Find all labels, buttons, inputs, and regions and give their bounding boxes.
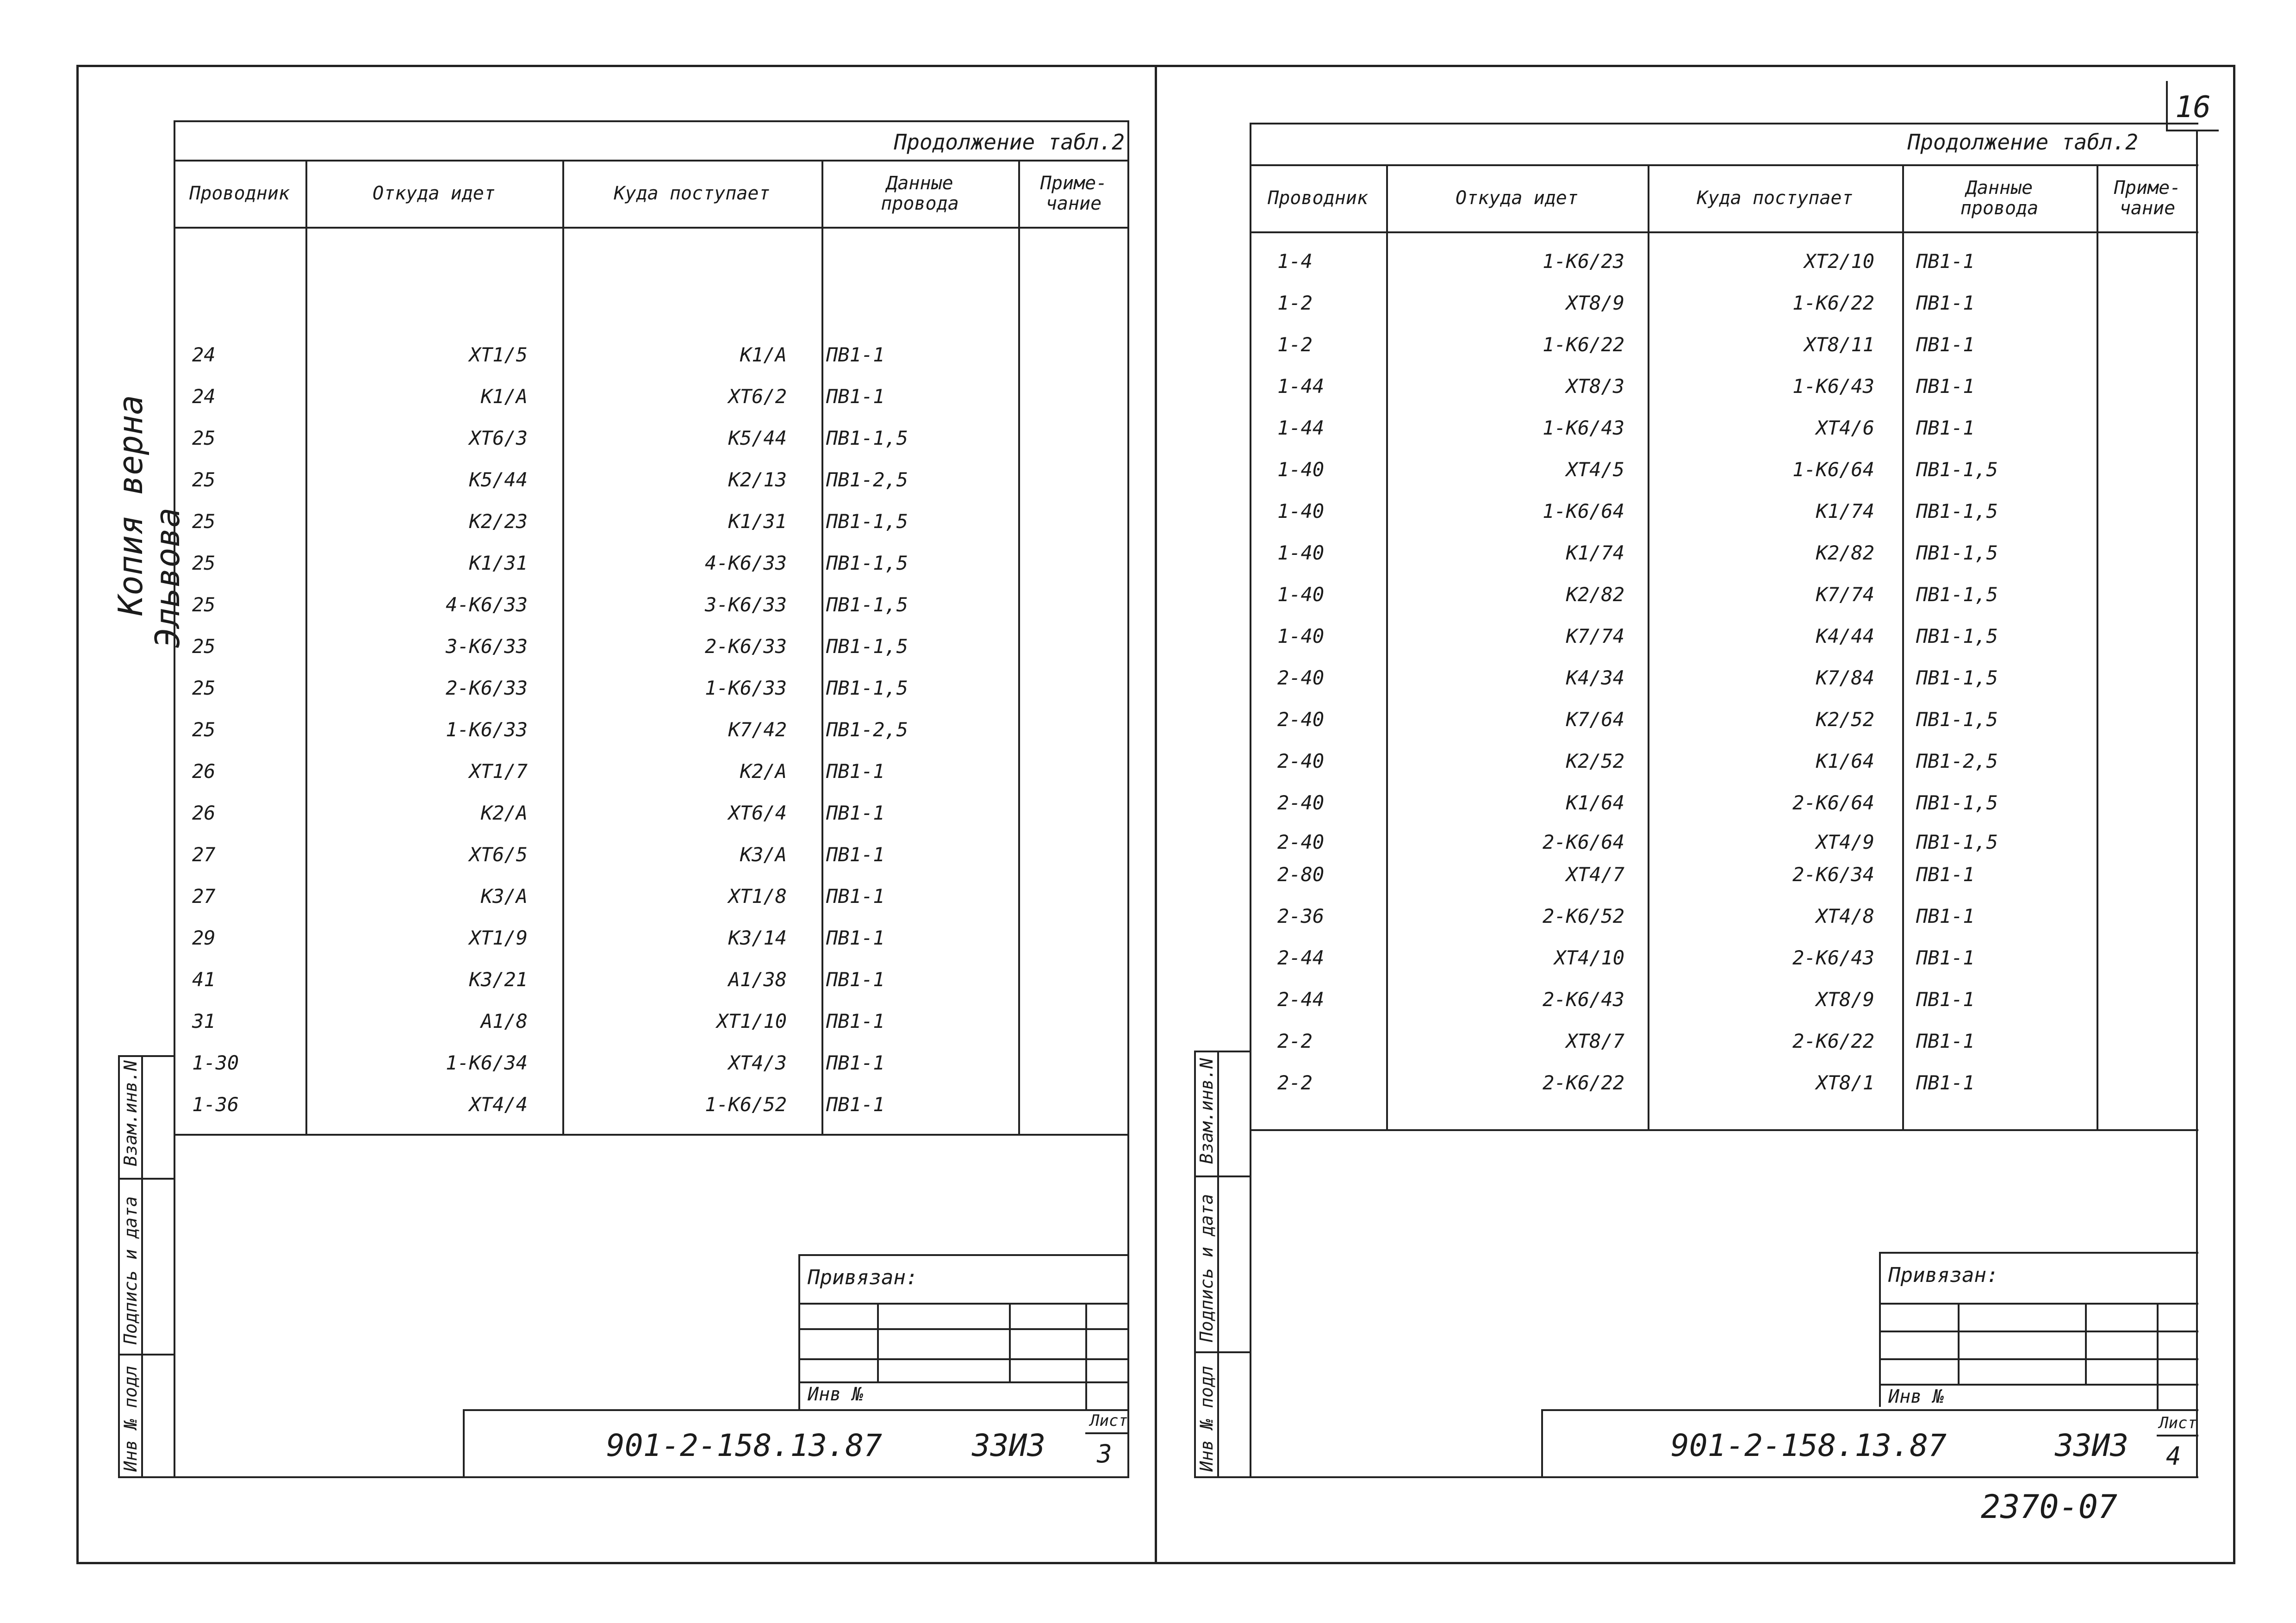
cell-data: ПВ1-1: [1916, 333, 1975, 356]
cell-from: XT1/5: [469, 343, 528, 366]
cell-wire: 2-2: [1277, 1071, 1313, 1094]
tb-doc-code: 901-2-158.13.87: [606, 1428, 883, 1463]
cell-data: ПВ1-1: [826, 885, 885, 908]
table-row: [174, 584, 1129, 626]
cell-wire: 25: [192, 468, 216, 491]
header-from: Откуда идет: [373, 182, 495, 204]
cell-data: ПВ1-1,5: [1916, 791, 1998, 814]
stamp-strip-top: [1194, 1051, 1250, 1052]
cell-from: K7/64: [1566, 708, 1624, 731]
cell-wire: 29: [192, 927, 216, 949]
cell-from: 1-K6/34: [445, 1051, 528, 1074]
cell-to: K3/A: [740, 843, 787, 866]
cell-to: 1-K6/33: [704, 677, 787, 699]
cell-wire: 25: [192, 718, 216, 741]
cell-from: XT4/4: [469, 1093, 528, 1116]
table-row: [1250, 854, 2198, 895]
tb-list-label: Лист: [2159, 1414, 2197, 1432]
cell-to: 1-K6/52: [704, 1093, 787, 1116]
bottom-number: 2370-07: [1981, 1488, 2118, 1526]
tb-list-sep: [1085, 1432, 1129, 1434]
cell-data: ПВ1-2,5: [1916, 750, 1998, 772]
tb-main-top: [1541, 1409, 2198, 1411]
cell-from: 2-K6/43: [1542, 988, 1624, 1011]
table-row: [1250, 449, 2198, 491]
table-body: [174, 334, 1129, 1135]
cell-wire: 2-2: [1277, 1030, 1313, 1052]
cell-from: 1-K6/64: [1542, 500, 1624, 522]
cell-from: 2-K6/33: [445, 677, 528, 699]
cell-from: 4-K6/33: [445, 593, 528, 616]
cell-wire: 26: [192, 760, 216, 783]
tb-inv-label: Инв №: [1888, 1386, 1944, 1407]
header-to: Куда поступает: [614, 182, 770, 204]
cell-from: K3/21: [469, 968, 528, 991]
tb-main-left: [1541, 1409, 1543, 1476]
stamp-inv-podl: Инв № подл: [120, 1366, 141, 1472]
tb-main-left: [463, 1409, 465, 1476]
cell-from: K1/64: [1566, 791, 1624, 814]
stamp-strip-top: [118, 1055, 174, 1057]
cell-from: 2-K6/52: [1542, 905, 1624, 927]
cell-from: 1-K6/33: [445, 718, 528, 741]
cell-wire: 2-36: [1277, 905, 1325, 927]
cell-to: K2/13: [728, 468, 787, 491]
cell-wire: 1-2: [1277, 333, 1313, 356]
cell-data: ПВ1-1,5: [826, 593, 908, 616]
table-row: [1250, 282, 2198, 324]
cell-from: K3/A: [480, 885, 528, 908]
stamp-strip-bottom: [118, 1476, 1129, 1478]
cell-to: XT4/9: [1816, 831, 1874, 853]
cell-to: K4/44: [1816, 625, 1874, 647]
cell-wire: 24: [192, 343, 216, 366]
table-row: [1250, 699, 2198, 740]
cell-data: ПВ1-1: [1916, 375, 1975, 398]
table-row: [1250, 241, 2198, 282]
cell-data: ПВ1-1: [1916, 1030, 1975, 1052]
cell-from: 1-K6/23: [1542, 250, 1624, 273]
cell-wire: 1-30: [192, 1051, 239, 1074]
table-top-line: [1250, 123, 2198, 124]
cell-to: 2-K6/33: [704, 635, 787, 658]
cell-to: 3-K6/33: [704, 593, 787, 616]
table-row: [1250, 979, 2198, 1020]
cell-to: XT1/8: [728, 885, 787, 908]
cell-to: XT8/11: [1804, 333, 1874, 356]
tb-row2: [1879, 1331, 2198, 1332]
stamp-strip-sep1: [118, 1178, 174, 1180]
cell-from: K4/34: [1566, 666, 1624, 689]
cell-to: K1/64: [1816, 750, 1874, 772]
header-bottom-line: [174, 227, 1129, 229]
table-row: [174, 334, 1129, 376]
cell-wire: 1-40: [1277, 625, 1325, 647]
cell-to: K1/A: [740, 343, 787, 366]
cell-wire: 1-44: [1277, 417, 1325, 439]
tb-privyazan-top: [798, 1254, 1129, 1256]
cell-to: 2-K6/43: [1792, 946, 1874, 969]
tb-col1: [1958, 1303, 1960, 1384]
sheet-separator: [1155, 67, 1157, 1562]
cell-data: ПВ1-1: [826, 968, 885, 991]
cell-wire: 31: [192, 1010, 216, 1032]
table-row: [1250, 1020, 2198, 1062]
tb-inv-label: Инв №: [808, 1384, 864, 1405]
stamp-podpis: Подпись и дата: [1196, 1194, 1217, 1342]
cell-wire: 1-40: [1277, 541, 1325, 564]
cell-to: XT6/2: [728, 385, 787, 408]
table-row: [174, 417, 1129, 459]
stamp-vzam: Взам.инв.N: [1196, 1058, 1217, 1164]
cell-data: ПВ1-1,5: [1916, 541, 1998, 564]
table-row: [174, 792, 1129, 834]
cell-wire: 25: [192, 677, 216, 699]
table-row: [174, 376, 1129, 417]
table-row: [1250, 574, 2198, 616]
cell-from: K2/23: [469, 510, 528, 533]
cell-from: XT6/5: [469, 843, 528, 866]
cell-data: ПВ1-1: [826, 343, 885, 366]
cell-from: K2/A: [480, 802, 528, 824]
cell-from: XT6/3: [469, 427, 528, 449]
cell-data: ПВ1-1: [1916, 988, 1975, 1011]
tb-col2: [1009, 1303, 1011, 1381]
cell-data: ПВ1-1: [826, 1010, 885, 1032]
stamp-strip-sep2: [118, 1354, 174, 1356]
cell-to: K1/31: [728, 510, 787, 533]
tb-part: 33ИЗ: [2055, 1428, 2128, 1463]
cell-to: XT8/9: [1816, 988, 1874, 1011]
cell-wire: 24: [192, 385, 216, 408]
tb-list-number: 3: [1097, 1439, 1112, 1468]
cell-from: K2/82: [1566, 583, 1624, 606]
cell-data: ПВ1-1,5: [1916, 831, 1998, 853]
table-row: [174, 751, 1129, 792]
stamp-inv-podl: Инв № подл: [1196, 1366, 1217, 1472]
stamp-strip-mid: [1217, 1051, 1219, 1476]
cell-data: ПВ1-1: [1916, 292, 1975, 314]
cell-to: 4-K6/33: [704, 552, 787, 574]
tb-row4: [1879, 1384, 2198, 1386]
cell-to: XT4/8: [1816, 905, 1874, 927]
cell-wire: 2-40: [1277, 831, 1325, 853]
table-body: [1250, 241, 2198, 1129]
cell-to: XT4/3: [728, 1051, 787, 1074]
cell-to: 1-K6/22: [1792, 292, 1874, 314]
cell-to: XT8/1: [1816, 1071, 1874, 1094]
table-row: [174, 834, 1129, 876]
cell-to: XT2/10: [1804, 250, 1874, 273]
cell-from: XT4/10: [1554, 946, 1624, 969]
stamp-strip-sep1: [1194, 1175, 1250, 1177]
table-row: [1250, 366, 2198, 407]
cell-data: ПВ1-1: [1916, 946, 1975, 969]
cell-data: ПВ1-1: [826, 927, 885, 949]
table-row: [1250, 937, 2198, 979]
cell-data: ПВ1-1: [1916, 863, 1975, 886]
cell-from: 2-K6/22: [1542, 1071, 1624, 1094]
cell-data: ПВ1-1: [826, 1051, 885, 1074]
cell-to: K2/82: [1816, 541, 1874, 564]
cell-to: K7/84: [1816, 666, 1874, 689]
header-note: Приме- чание: [2114, 177, 2181, 219]
cell-from: A1/8: [480, 1010, 528, 1032]
table-row: [174, 917, 1129, 959]
header-to: Куда поступает: [1697, 187, 1853, 209]
cell-wire: 25: [192, 593, 216, 616]
table-row: [1250, 895, 2198, 937]
cell-data: ПВ1-2,5: [826, 718, 908, 741]
cell-to: K3/14: [728, 927, 787, 949]
table-row: [174, 1084, 1129, 1126]
cell-from: K7/74: [1566, 625, 1624, 647]
cell-to: A1/38: [728, 968, 787, 991]
cell-from: XT1/7: [469, 760, 528, 783]
tb-row1: [798, 1303, 1129, 1305]
continuation-caption: Продолжение табл.2: [1907, 130, 2138, 155]
cell-data: ПВ1-1,5: [1916, 666, 1998, 689]
cell-data: ПВ1-1,5: [1916, 500, 1998, 522]
cell-to: K2/A: [740, 760, 787, 783]
stamp-strip-mid: [141, 1055, 143, 1476]
cell-wire: 1-40: [1277, 458, 1325, 481]
cell-wire: 25: [192, 510, 216, 533]
stamp-strip-bottom: [1194, 1476, 2198, 1478]
header-note: Приме- чание: [1040, 172, 1108, 214]
table-row: [174, 459, 1129, 501]
cell-to: XT4/6: [1816, 417, 1874, 439]
cell-from: 2-K6/64: [1542, 831, 1624, 853]
table-row: [174, 501, 1129, 542]
cell-from: XT4/5: [1566, 458, 1624, 481]
tb-row1: [1879, 1303, 2198, 1305]
tb-privyazan-label: Привязан:: [1888, 1263, 1999, 1287]
cell-from: XT8/7: [1566, 1030, 1624, 1052]
cell-from: XT4/7: [1566, 863, 1624, 886]
page-number: 16: [2175, 90, 2211, 124]
tb-col3: [2157, 1303, 2159, 1409]
cell-to: K7/74: [1816, 583, 1874, 606]
cell-from: K2/52: [1566, 750, 1624, 772]
cell-from: XT8/3: [1566, 375, 1624, 398]
cell-data: ПВ1-1,5: [826, 677, 908, 699]
continuation-caption: Продолжение табл.2: [894, 130, 1125, 155]
cell-data: ПВ1-1: [826, 802, 885, 824]
cell-to: K5/44: [728, 427, 787, 449]
cell-wire: 1-40: [1277, 583, 1325, 606]
cell-wire: 2-80: [1277, 863, 1325, 886]
cell-data: ПВ1-1,5: [1916, 458, 1998, 481]
cell-data: ПВ1-1,5: [826, 427, 908, 449]
table-row: [1250, 657, 2198, 699]
cell-wire: 1-2: [1277, 292, 1313, 314]
tb-row3: [1879, 1358, 2198, 1360]
stamp-vzam: Взам.инв.N: [120, 1060, 141, 1166]
table-row: [174, 959, 1129, 1001]
cell-from: XT8/9: [1566, 292, 1624, 314]
table-row: [1250, 532, 2198, 574]
table-row: [1250, 1062, 2198, 1104]
tb-privyazan-label: Привязан:: [808, 1266, 918, 1289]
header-from: Откуда идет: [1456, 187, 1578, 209]
cell-to: 1-K6/64: [1792, 458, 1874, 481]
cell-from: 3-K6/33: [445, 635, 528, 658]
side-note-line2: Эльвова: [148, 507, 187, 648]
stamp-strip-left: [1194, 1051, 1196, 1476]
table-row: [1250, 324, 2198, 366]
tb-col3: [1085, 1303, 1087, 1409]
cell-wire: 25: [192, 427, 216, 449]
tb-main-top: [463, 1409, 1129, 1411]
header-wire: Проводник: [189, 182, 290, 204]
cell-data: ПВ1-1,5: [826, 552, 908, 574]
table-row: [174, 667, 1129, 709]
header-data: Данные провода: [881, 172, 959, 214]
cell-wire: 41: [192, 968, 216, 991]
cell-to: K7/42: [728, 718, 787, 741]
cell-wire: 1-44: [1277, 375, 1325, 398]
table-row: [174, 626, 1129, 667]
stamp-strip-sep2: [1194, 1351, 1250, 1353]
table-row: [174, 1042, 1129, 1084]
cell-from: 1-K6/43: [1542, 417, 1624, 439]
table-row: [174, 709, 1129, 751]
cell-data: ПВ1-1: [826, 843, 885, 866]
cell-wire: 2-44: [1277, 946, 1325, 969]
table-row: [1250, 491, 2198, 532]
table-row: [174, 1001, 1129, 1042]
cell-to: K1/74: [1816, 500, 1874, 522]
cell-wire: 1-36: [192, 1093, 239, 1116]
header-data: Данные провода: [1960, 177, 2039, 219]
table-bottom-line: [1250, 1129, 2198, 1131]
cell-from: K5/44: [469, 468, 528, 491]
cell-data: ПВ1-1: [1916, 905, 1975, 927]
cell-from: 1-K6/22: [1542, 333, 1624, 356]
cell-from: K1/31: [469, 552, 528, 574]
header-wire: Проводник: [1268, 187, 1368, 209]
cell-wire: 2-40: [1277, 708, 1325, 731]
cell-data: ПВ1-2,5: [826, 468, 908, 491]
cell-wire: 26: [192, 802, 216, 824]
table-row: [1250, 616, 2198, 657]
table-header: [1250, 164, 2198, 231]
cell-to: 1-K6/43: [1792, 375, 1874, 398]
cell-wire: 2-40: [1277, 666, 1325, 689]
cell-wire: 1-4: [1277, 250, 1313, 273]
cell-data: ПВ1-1,5: [1916, 708, 1998, 731]
cell-data: ПВ1-1: [826, 760, 885, 783]
stamp-strip-left: [118, 1055, 120, 1476]
table-row: [1250, 782, 2198, 824]
cell-wire: 25: [192, 635, 216, 658]
tb-privyazan-left: [798, 1254, 800, 1409]
table-row: [174, 876, 1129, 917]
tb-doc-code: 901-2-158.13.87: [1671, 1428, 1947, 1463]
table-row: [174, 542, 1129, 584]
table-row: [1250, 740, 2198, 782]
tb-list-number: 4: [2166, 1442, 2181, 1471]
cell-wire: 25: [192, 552, 216, 574]
header-bottom-line: [1250, 231, 2198, 233]
cell-data: ПВ1-1,5: [1916, 625, 1998, 647]
cell-wire: 2-40: [1277, 750, 1325, 772]
side-note-line1: Копия верна: [111, 395, 150, 616]
tb-list-sep: [2157, 1435, 2198, 1436]
stamp-podpis: Подпись и дата: [120, 1196, 141, 1344]
cell-from: K1/74: [1566, 541, 1624, 564]
cell-to: 2-K6/64: [1792, 791, 1874, 814]
cell-data: ПВ1-1: [1916, 417, 1975, 439]
cell-wire: 2-40: [1277, 791, 1325, 814]
cell-from: K1/A: [480, 385, 528, 408]
cell-data: ПВ1-1: [826, 385, 885, 408]
cell-to: 2-K6/22: [1792, 1030, 1874, 1052]
tb-privyazan-top: [1879, 1252, 2198, 1254]
cell-data: ПВ1-1,5: [1916, 583, 1998, 606]
cell-wire: 27: [192, 885, 216, 908]
cell-from: XT1/9: [469, 927, 528, 949]
cell-to: 2-K6/34: [1792, 863, 1874, 886]
tb-list-label: Лист: [1090, 1412, 1128, 1430]
table-row: [1250, 407, 2198, 449]
table-header: [174, 160, 1129, 227]
cell-wire: 27: [192, 843, 216, 866]
cell-to: K2/52: [1816, 708, 1874, 731]
cell-data: ПВ1-1: [1916, 1071, 1975, 1094]
tb-col2: [2085, 1303, 2087, 1384]
tb-col1: [877, 1303, 879, 1381]
cell-data: ПВ1-1,5: [826, 635, 908, 658]
table-top-line: [174, 120, 1129, 122]
tb-part: 33ИЗ: [972, 1428, 1045, 1463]
cell-data: ПВ1-1: [1916, 250, 1975, 273]
cell-to: XT6/4: [728, 802, 787, 824]
cell-data: ПВ1-1,5: [826, 510, 908, 533]
tb-row4: [798, 1381, 1129, 1383]
cell-wire: 1-40: [1277, 500, 1325, 522]
cell-data: ПВ1-1: [826, 1093, 885, 1116]
tb-row3: [798, 1358, 1129, 1360]
tb-row2: [798, 1328, 1129, 1330]
cell-to: XT1/10: [716, 1010, 787, 1032]
cell-wire: 2-44: [1277, 988, 1325, 1011]
